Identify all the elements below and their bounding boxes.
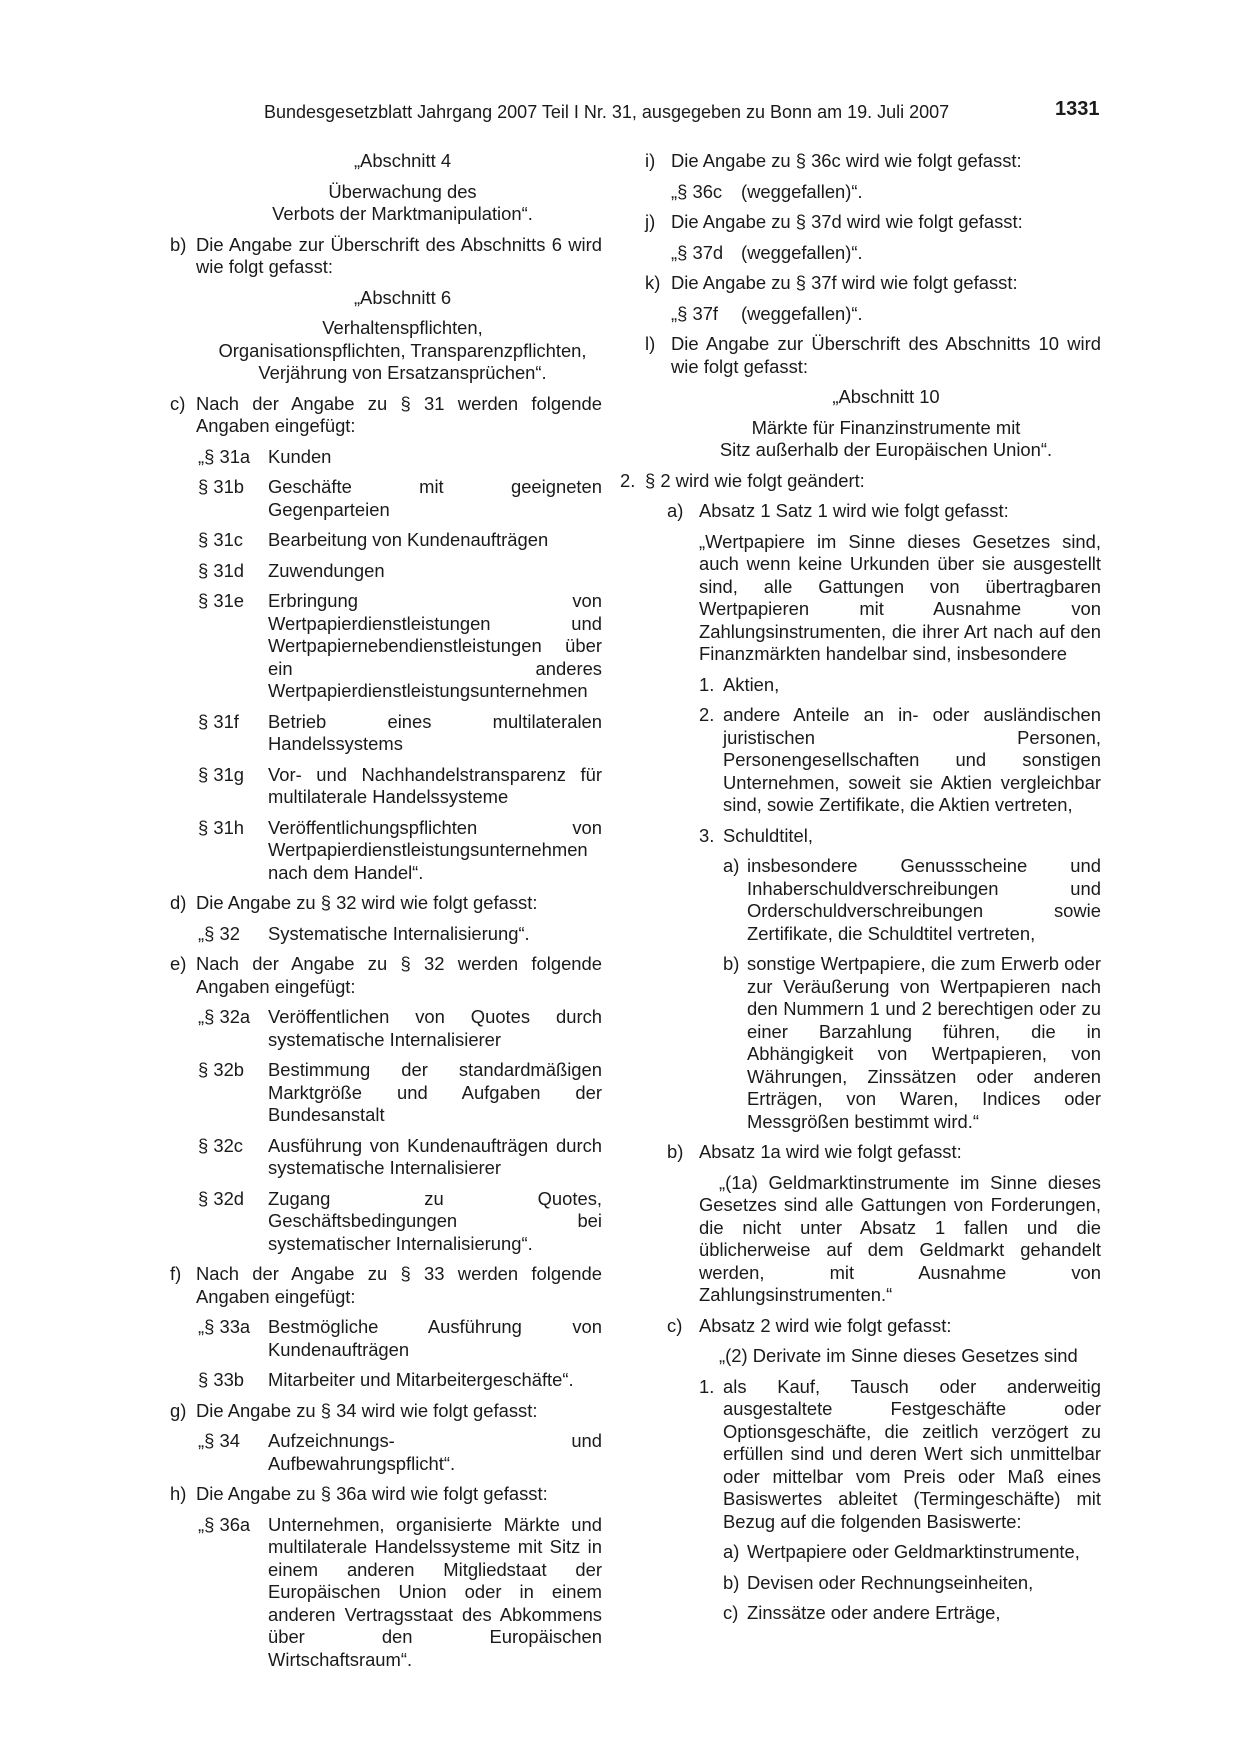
section-heading-10: „Abschnitt 10 Märkte für Finanzinstrumente mit Sitz außerhalb der Europäischen Union“.: [719, 386, 1053, 460]
item-e: e) Nach der Angabe zu § 32 werden folgende Angaben eingefügt:: [170, 953, 602, 997]
c-number-list: [645, 1376, 1101, 1625]
item-g: g) Die Angabe zu § 34 wird wie folgt gefasst:: [170, 1399, 538, 1421]
item-2a: a) Absatz 1 Satz 1 wird wie folgt gefasst:: [667, 500, 1009, 521]
item-k: k) Die Angabe zu § 37f wird wie folgt gefasst:: [645, 272, 1018, 293]
paragraph-entry: „§ 37f (weggefallen)“.: [671, 302, 863, 324]
list-item: 2. andere Anteile an in- oder ausländischen juristischen Personen, Personengesellschaften und sonstigen Unternehmen, soweit sie Aktien vergleichbar sind, sowie Zertifikate, die Aktien vertreten,: [699, 704, 1101, 815]
item-2: 2. § 2 wird wie folgt geändert:: [620, 469, 865, 491]
paragraph-entry: „§ 36c (weggefallen)“.: [671, 180, 863, 202]
paragraph-entry: „§ 33a Bestmögliche Ausführung von Kundenaufträgen: [198, 1316, 602, 1360]
paragraph-entry: „§ 37d (weggefallen)“.: [671, 241, 863, 263]
item-d: d) Die Angabe zu § 32 wird wie folgt gefasst:: [170, 892, 538, 913]
list-item: 1. als Kauf, Tausch oder anderweitig ausgestaltete Festgeschäfte oder Optionsgeschäfte, die zeitlich verzögert zu erfüllen sind und deren Wert sich unmittelbar oder mittelbar vom Preis oder Maß eines Basiswertes ableitet (Termingeschäfte) mit Bezug auf die folgenden Basiswerte:: [699, 1375, 1101, 1532]
paragraph-entry: „§ 36a Unternehmen, organisierte Märkte und multilaterale Handelssysteme mit Sitz in einem anderen Mitgliedstaat der Europäischen Union oder in einem anderen Vertragsstaat des Abkommens über den Europäischen Wirtschaftsraum“.: [198, 1513, 602, 1670]
list-item: b) Devisen oder Rechnungseinheiten,: [723, 1571, 1034, 1593]
item-j: j) Die Angabe zu § 37d wird wie folgt gefasst:: [645, 211, 1023, 232]
paragraph-entry: § 31e Erbringung von Wertpapierdienstleistungen und Wertpapiernebendienstleistungen über ein anderes Wertpapierdienstleistungsunternehmen: [198, 590, 602, 701]
paragraph-entry: „§ 32 Systematische Internalisierung“.: [198, 922, 530, 944]
item-2c: c) Absatz 2 wird wie folgt gefasst:: [667, 1314, 952, 1336]
paragraph-entry: § 31h Veröffentlichungspflichten von Wertpapierdienstleistungsunternehmen nach dem Handel“.: [198, 816, 602, 883]
h-paragraph-list: [170, 1514, 602, 1672]
item-c: c) Nach der Angabe zu § 31 werden folgende Angaben eingefügt:: [170, 392, 602, 436]
left-column: [170, 150, 602, 1671]
paragraph-entry: § 32b Bestimmung der standardmäßigen Marktgröße und Aufgaben der Bundesanstalt: [198, 1059, 602, 1125]
a-number-list: [645, 674, 1101, 1134]
item-h: h) Die Angabe zu § 36a wird wie folgt gefasst:: [170, 1483, 548, 1504]
item-b: b) Die Angabe zur Überschrift des Abschnitts 6 wird wie folgt gefasst:: [170, 233, 602, 277]
item-l: l) Die Angabe zur Überschrift des Abschnitts 10 wird wie folgt gefasst:: [645, 333, 1101, 377]
list-item: c) Zinssätze oder andere Erträge,: [723, 1602, 1001, 1623]
paragraph-entry: § 31b Geschäfte mit geeigneten Gegenparteien: [198, 476, 602, 520]
d-paragraph-list: [170, 923, 602, 946]
paragraph-entry: § 31f Betrieb eines multilateralen Handelssystems: [198, 710, 602, 754]
paragraph-entry: § 31c Bearbeitung von Kundenaufträgen: [198, 529, 549, 550]
c-paragraph-list: [170, 446, 602, 885]
paragraph-entry: § 32c Ausführung von Kundenaufträgen durch systematische Internalisierer: [198, 1134, 602, 1178]
page-header-text: Bundesgesetzblatt Jahrgang 2007 Teil I Nr. 31, ausgegeben zu Bonn am 19. Juli 2007: [264, 102, 950, 122]
list-item: a) insbesondere Genussscheine und Inhaberschuldverschreibungen und Orderschuldverschreibungen sowie Zertifikate, die Schuldtitel vertreten,: [723, 855, 1101, 944]
paragraph-entry: § 31d Zuwendungen: [198, 559, 385, 581]
paragraph-entry: § 31g Vor- und Nachhandelstransparenz für multilaterale Handelssysteme: [198, 763, 602, 807]
quote-geldmarkt: „(1a) Geldmarktinstrumente im Sinne dieses Gesetzes sind alle Gattungen von Forderungen, die nicht unter Absatz 1 fallen und die üblicherweise auf dem Geldmarkt gehandelt werden, mit Ausnahme von Zahlungsinstrumenten.“: [699, 1171, 1101, 1305]
quote-derivate: „(2) Derivate im Sinne dieses Gesetzes sind: [719, 1345, 1078, 1366]
paragraph-entry: „§ 31a Kunden: [198, 445, 332, 467]
item-i: i) Die Angabe zu § 36c wird wie folgt gefasst:: [645, 150, 1022, 171]
quote-wertpapiere: „Wertpapiere im Sinne dieses Gesetzes sind, auch wenn keine Urkunden über sie ausgestellt sind, alle Gattungen von übertragbaren Wertpapieren mit Ausnahme von Zahlungsinstrumenten, die ihrer Art nach auf den Finanzmärkten handelbar sind, insbesondere: [699, 530, 1101, 664]
section-heading-6: „Abschnitt 6 Verhaltenspflichten, Organisationspflichten, Transparenzpflichten, Verjährung von Ersatzansprüchen“.: [218, 286, 587, 383]
list-item: a) Wertpapiere oder Geldmarktinstrumente,: [723, 1541, 1080, 1562]
g-paragraph-list: [170, 1430, 602, 1475]
list-item: 1. Aktien,: [699, 673, 780, 695]
f-paragraph-list: [170, 1316, 602, 1392]
paragraph-entry: „§ 32a Veröffentlichen von Quotes durch systematische Internalisierer: [198, 1006, 602, 1050]
a3-letter-list: [699, 855, 1101, 1133]
page-number: 1331: [1055, 98, 1100, 120]
e-paragraph-list: [170, 1006, 602, 1255]
list-item: b) sonstige Wertpapiere, die zum Erwerb oder zur Veräußerung von Wertpapieren nach den Nummern 1 und 2 berechtigen oder zu einer Barzahlung führen, die in Abhängigkeit von Wertpapieren, von Währungen, Zinssätzen oder anderen Erträgen, von Waren, Indices oder Messgrößen bestimmt wird.“: [723, 953, 1101, 1132]
item-2b: b) Absatz 1a wird wie folgt gefasst:: [667, 1141, 962, 1162]
list-item: 3. Schuldtitel,: [699, 824, 813, 846]
c1-letter-list: [699, 1541, 1101, 1625]
paragraph-entry: § 33b Mitarbeiter und Mitarbeitergeschäfte“.: [198, 1369, 574, 1390]
paragraph-entry: „§ 34 Aufzeichnungs- und Aufbewahrungspflicht“.: [198, 1430, 602, 1474]
item-f: f) Nach der Angabe zu § 33 werden folgende Angaben eingefügt:: [170, 1263, 602, 1307]
paragraph-entry: § 32d Zugang zu Quotes, Geschäftsbedingungen bei systematischer Internalisierung“.: [198, 1187, 602, 1254]
section-heading-4: „Abschnitt 4 Überwachung des Verbots der Marktmanipulation“.: [272, 150, 533, 224]
right-column: [620, 150, 1101, 1625]
